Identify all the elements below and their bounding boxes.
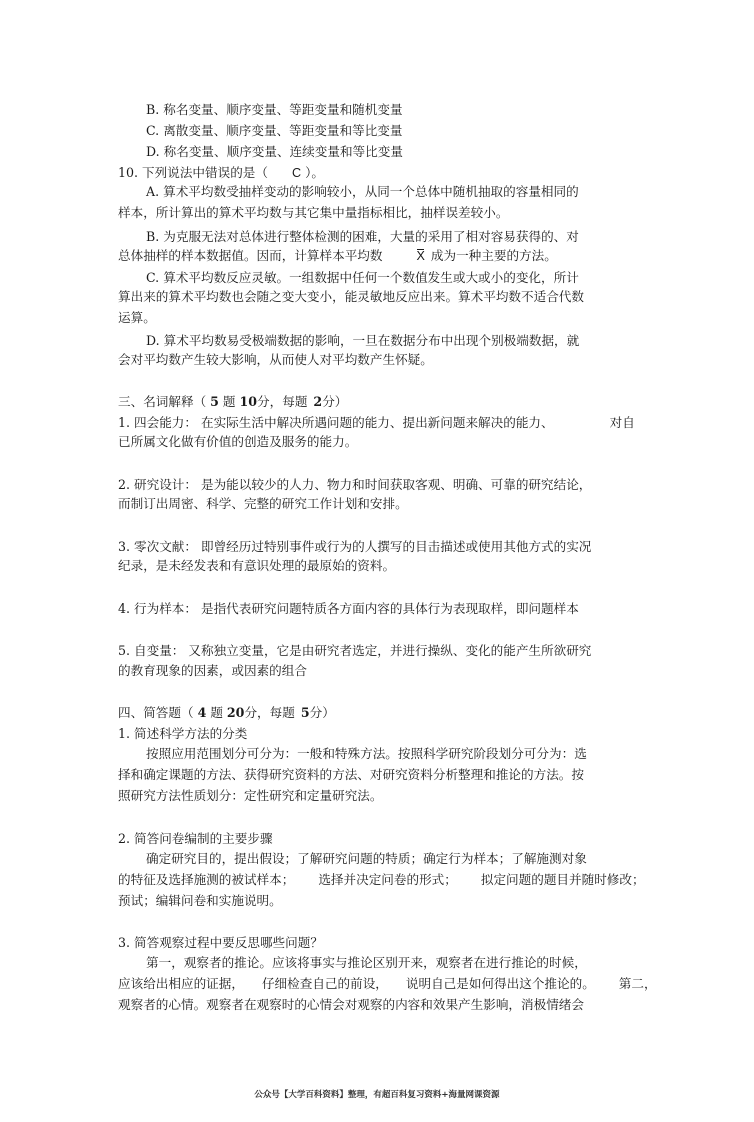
- term-1-text-end: 对自: [609, 415, 635, 430]
- short-answer-1-title: 1. 简述科学方法的分类: [118, 726, 248, 741]
- section-3-title-start: 三、名词解释（: [118, 394, 207, 409]
- short-answer-1-line2: 择和确定课题的方法、获得研究资料的方法、对研究资料分析整理和推论的方法。按: [118, 767, 584, 782]
- short-answer-3-line1: 第一，观察者的推论。应该将事实与推论区别开来，观察者在进行推论的时候，: [146, 955, 587, 970]
- option-d: D. 称名变量、顺序变量、连续变量和等比变量: [146, 144, 403, 159]
- short-answer-3-line3: 观察者的心情。观察者在观察时的心情会对观察的内容和效果产生影响，消极情绪会: [118, 997, 584, 1012]
- q10-option-c-line1: C. 算术平均数反应灵敏。一组数据中任何一个数值发生或大或小的变化，所计: [146, 270, 579, 285]
- section-4-title-start: 四、简答题（: [118, 705, 194, 720]
- question-10-text: 10. 下列说法中错误的是（: [118, 165, 268, 180]
- section-4-title-mid1: 题: [210, 705, 223, 720]
- page-footer: 公众号【大学百科资料】整理，有超百科复习资料+海量网课资源: [254, 1090, 500, 1100]
- q10-option-b-line1: B. 为克服无法对总体进行整体检测的困难，大量的采用了相对容易获得的、对: [146, 229, 579, 244]
- term-2-line2: 而制订出周密、科学、完整的研究工作计划和安排。: [118, 496, 408, 511]
- q10-option-b-line2: [118, 248, 557, 264]
- section-4-title-end: 分）: [309, 705, 335, 720]
- short-answer-1-line1: 按照应用范围划分可分为：一般和特殊方法。按照科学研究阶段划分可分为：选: [146, 746, 587, 761]
- term-1-line2: 已所属文化做有价值的创造及服务的能力。: [118, 434, 358, 449]
- q10-option-b-text-end: 成为一种主要的方法。: [430, 248, 557, 263]
- option-c: C. 离散变量、顺序变量、等距变量和等比变量: [146, 123, 403, 138]
- question-10-stem-end: ）。: [305, 165, 324, 180]
- short-answer-2-title: 2. 简答问卷编制的主要步骤: [118, 831, 273, 846]
- term-1-line1: [118, 415, 635, 431]
- option-b: B. 称名变量、顺序变量、等距变量和随机变量: [146, 102, 403, 117]
- term-2-line1: 2. 研究设计： 是为能以较少的人力、物力和时间获取客观、明确、可靠的研究结论，: [118, 477, 592, 492]
- section-3-points: 10: [239, 394, 258, 409]
- section-3-heading: [118, 394, 347, 410]
- x-bar-symbol: X: [416, 249, 425, 263]
- q10-option-d-line2: 会对平均数产生较大影响，从而使人对平均数产生怀疑。: [118, 352, 433, 367]
- section-3-each: 2: [313, 394, 323, 409]
- q10-option-d-line1: D. 算术平均数易受极端数据的影响，一旦在数据分布中出现个别极端数据，就: [146, 333, 580, 348]
- q10-option-b-text: 总体抽样的样本数据值。因而，计算样本平均数: [118, 248, 383, 263]
- question-10-answer: C: [291, 166, 302, 180]
- section-4-each: 5: [300, 705, 310, 720]
- question-10-stem: [118, 165, 324, 181]
- q10-option-c-line3: 运算。: [118, 310, 156, 325]
- short-answer-2-part-c: 拟定问题的题目并随时修改；: [480, 872, 645, 887]
- q10-option-a-line2: 样本，所计算出的算术平均数与其它集中量指标相比，抽样误差较小。: [118, 205, 509, 220]
- section-4-points: 20: [226, 705, 245, 720]
- section-3-title-end: 分）: [322, 394, 348, 409]
- term-1-text: 1. 四会能力： 在实际生活中解决所遇问题的能力、提出新问题来解决的能力、: [118, 415, 554, 430]
- short-answer-2-line2: [118, 872, 645, 888]
- section-4-count: 4: [197, 705, 207, 720]
- term-5-line2: 的教育现象的因素，或因素的组合: [118, 663, 307, 678]
- short-answer-3-part-d: 第二，: [618, 976, 657, 991]
- short-answer-3-part-a: 应该给出相应的证据，: [118, 976, 244, 991]
- short-answer-2-part-a: 的特征及选择施测的被试样本；: [118, 872, 295, 887]
- term-3-line2: 纪录，是未经发表和有意识处理的最原始的资料。: [118, 558, 396, 573]
- short-answer-3-title: 3. 简答观察过程中要反思哪些问题？: [118, 935, 323, 950]
- short-answer-3-line2: [118, 976, 657, 992]
- short-answer-2-line3: 预试；编辑问卷和实施说明。: [118, 893, 282, 908]
- short-answer-2-line1: 确定研究目的，提出假设；了解研究问题的特质；确定行为样本；了解施测对象: [146, 851, 587, 866]
- section-3-title-mid2: 分，每题: [257, 394, 308, 409]
- q10-option-c-line2: 算出来的算术平均数也会随之变大变小，能灵敏地反应出来。算术平均数不适合代数: [118, 289, 584, 304]
- short-answer-3-part-c: 说明自己是如何得出这个推论的。: [405, 976, 595, 991]
- q10-option-a-line1: A. 算术平均数受抽样变动的影响较小，从同一个总体中随机抽取的容量相同的: [146, 184, 579, 199]
- section-3-count: 5: [210, 394, 219, 409]
- term-3-line1: 3. 零次文献： 即曾经历过特别事件或行为的人撰写的目击描述或使用其他方式的实况: [118, 539, 592, 554]
- section-4-heading: [118, 705, 335, 721]
- short-answer-3-part-b: 仔细检查自己的前设，: [261, 976, 388, 991]
- section-4-title-mid2: 分，每题: [244, 705, 295, 720]
- term-4-line1: 4. 行为样本： 是指代表研究问题特质各方面内容的具体行为表现取样，即问题样本: [118, 601, 579, 616]
- section-3-title-mid1: 题: [222, 394, 236, 409]
- term-5-line1: 5. 自变量： 又称独立变量，它是由研究者选定，并进行操纵、变化的能产生所欲研究: [118, 643, 592, 658]
- short-answer-2-part-b: 选择并决定问卷的形式；: [318, 872, 457, 887]
- short-answer-1-line3: 照研究方法性质划分：定性研究和定量研究法。: [118, 788, 383, 803]
